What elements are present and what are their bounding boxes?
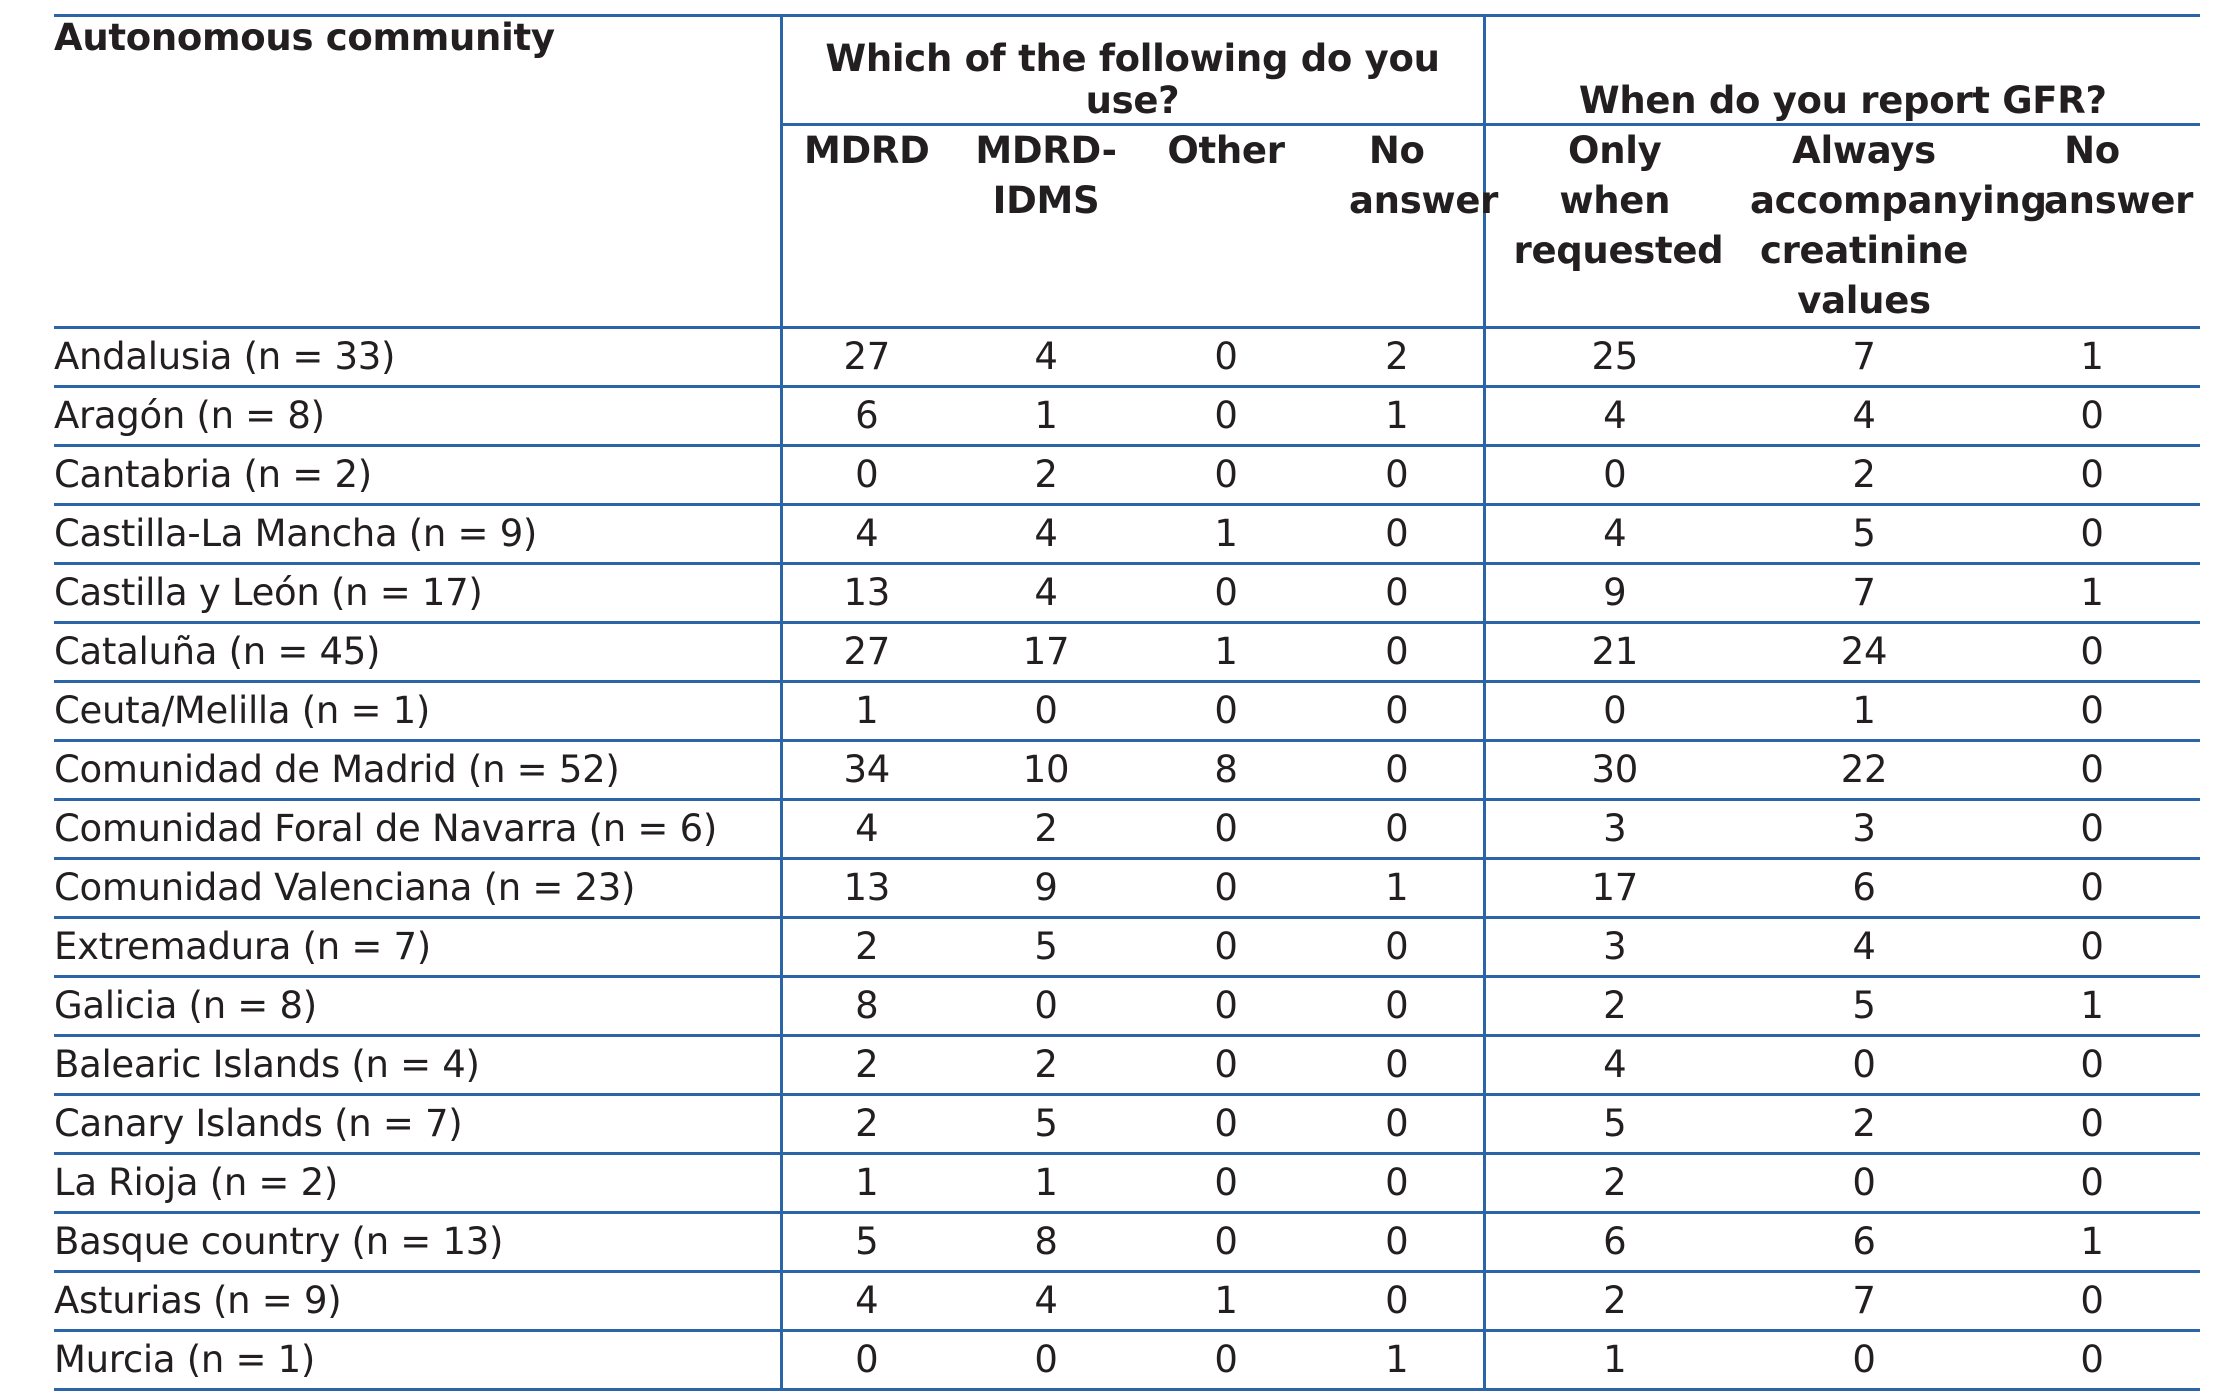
community-cell: Comunidad de Madrid (n = 52) [54, 741, 781, 800]
value-cell: 25 [1484, 328, 1744, 387]
value-cell: 4 [781, 800, 951, 859]
value-cell: 2 [1484, 1272, 1744, 1331]
value-cell: 4 [1744, 918, 1984, 977]
value-cell: 2 [1744, 446, 1984, 505]
table-row [54, 741, 2200, 800]
value-cell: 1 [1141, 505, 1311, 564]
community-cell: Extremadura (n = 7) [54, 918, 781, 977]
value-cell: 2 [951, 446, 1141, 505]
value-cell: 4 [1484, 1036, 1744, 1095]
value-cell: 0 [1984, 1095, 2200, 1154]
value-cell: 6 [1744, 1213, 1984, 1272]
value-cell: 1 [1744, 682, 1984, 741]
value-cell: 4 [951, 328, 1141, 387]
value-cell: 24 [1744, 623, 1984, 682]
value-cell: 0 [1984, 1154, 2200, 1213]
value-cell: 0 [1141, 918, 1311, 977]
value-cell: 0 [1141, 446, 1311, 505]
value-cell: 2 [1484, 1154, 1744, 1213]
value-cell: 0 [1311, 1154, 1484, 1213]
value-cell: 8 [1141, 741, 1311, 800]
value-cell: 0 [951, 1331, 1141, 1390]
value-cell: 22 [1744, 741, 1984, 800]
value-cell: 5 [1484, 1095, 1744, 1154]
value-cell: 1 [1311, 859, 1484, 918]
community-cell: Murcia (n = 1) [54, 1331, 781, 1390]
community-cell: Comunidad Foral de Navarra (n = 6) [54, 800, 781, 859]
other-column-header: Other [1141, 125, 1311, 328]
value-cell: 0 [1311, 564, 1484, 623]
value-cell: 3 [1484, 918, 1744, 977]
value-cell: 0 [1984, 1272, 2200, 1331]
value-cell: 0 [1311, 1036, 1484, 1095]
value-cell: 0 [1311, 505, 1484, 564]
value-cell: 0 [951, 682, 1141, 741]
value-cell: 5 [951, 918, 1141, 977]
value-cell: 0 [1141, 1331, 1311, 1390]
value-cell: 1 [781, 682, 951, 741]
value-cell: 0 [1744, 1154, 1984, 1213]
value-cell: 0 [1984, 800, 2200, 859]
community-cell: Cantabria (n = 2) [54, 446, 781, 505]
value-cell: 0 [1984, 682, 2200, 741]
formula-no-answer-column-header: No answer [1311, 125, 1484, 328]
table-row [54, 1272, 2200, 1331]
community-cell: Andalusia (n = 33) [54, 328, 781, 387]
value-cell: 4 [781, 1272, 951, 1331]
value-cell: 1 [1311, 387, 1484, 446]
value-cell: 17 [951, 623, 1141, 682]
community-cell: Galicia (n = 8) [54, 977, 781, 1036]
value-cell: 5 [781, 1213, 951, 1272]
value-cell: 0 [1984, 623, 2200, 682]
value-cell: 0 [1984, 387, 2200, 446]
table-row [54, 1154, 2200, 1213]
value-cell: 7 [1744, 564, 1984, 623]
value-cell: 1 [1484, 1331, 1744, 1390]
value-cell: 1 [951, 1154, 1141, 1213]
value-cell: 0 [951, 977, 1141, 1036]
reporting-no-answer-column-header: No answer [1984, 125, 2200, 328]
value-cell: 0 [781, 1331, 951, 1390]
table-row [54, 1213, 2200, 1272]
value-cell: 5 [1744, 977, 1984, 1036]
value-cell: 2 [1311, 328, 1484, 387]
value-cell: 0 [1141, 564, 1311, 623]
value-cell: 0 [1311, 918, 1484, 977]
mdrd-column-header: MDRD [781, 125, 951, 328]
value-cell: 0 [1141, 1036, 1311, 1095]
value-cell: 0 [1311, 977, 1484, 1036]
value-cell: 0 [1311, 623, 1484, 682]
table-row [54, 682, 2200, 741]
value-cell: 5 [1744, 505, 1984, 564]
value-cell: 5 [951, 1095, 1141, 1154]
table-row [54, 564, 2200, 623]
value-cell: 0 [1311, 800, 1484, 859]
value-cell: 1 [1984, 1213, 2200, 1272]
community-cell: Basque country (n = 13) [54, 1213, 781, 1272]
community-cell: Cataluña (n = 45) [54, 623, 781, 682]
value-cell: 1 [1984, 564, 2200, 623]
community-cell: Castilla y León (n = 17) [54, 564, 781, 623]
value-cell: 34 [781, 741, 951, 800]
table-row [54, 859, 2200, 918]
value-cell: 8 [781, 977, 951, 1036]
value-cell: 17 [1484, 859, 1744, 918]
value-cell: 0 [1141, 1095, 1311, 1154]
value-cell: 2 [781, 1036, 951, 1095]
value-cell: 4 [951, 505, 1141, 564]
value-cell: 1 [1984, 977, 2200, 1036]
value-cell: 0 [1311, 1272, 1484, 1331]
value-cell: 0 [1984, 505, 2200, 564]
mdrd-idms-column-header: MDRD-IDMS [951, 125, 1141, 328]
table-body [54, 328, 2200, 1390]
table-row [54, 1331, 2200, 1390]
value-cell: 3 [1744, 800, 1984, 859]
value-cell: 2 [1744, 1095, 1984, 1154]
value-cell: 1 [1141, 623, 1311, 682]
value-cell: 0 [1744, 1036, 1984, 1095]
value-cell: 0 [1141, 800, 1311, 859]
value-cell: 4 [951, 1272, 1141, 1331]
value-cell: 0 [1141, 387, 1311, 446]
value-cell: 0 [1311, 446, 1484, 505]
value-cell: 9 [1484, 564, 1744, 623]
value-cell: 0 [1744, 1331, 1984, 1390]
value-cell: 0 [1141, 1213, 1311, 1272]
value-cell: 0 [1984, 859, 2200, 918]
table-row [54, 446, 2200, 505]
value-cell: 0 [1141, 682, 1311, 741]
value-cell: 2 [951, 1036, 1141, 1095]
value-cell: 30 [1484, 741, 1744, 800]
value-cell: 0 [1141, 859, 1311, 918]
value-cell: 1 [1311, 1331, 1484, 1390]
value-cell: 6 [1744, 859, 1984, 918]
value-cell: 2 [1484, 977, 1744, 1036]
value-cell: 2 [951, 800, 1141, 859]
gfr-survey-table [54, 14, 2200, 1391]
only-when-requested-column-header: Only when requested [1484, 125, 1744, 328]
value-cell: 13 [781, 564, 951, 623]
value-cell: 0 [1141, 328, 1311, 387]
value-cell: 1 [1984, 328, 2200, 387]
value-cell: 10 [951, 741, 1141, 800]
value-cell: 7 [1744, 328, 1984, 387]
value-cell: 1 [781, 1154, 951, 1213]
community-cell: Asturias (n = 9) [54, 1272, 781, 1331]
community-cell: Canary Islands (n = 7) [54, 1095, 781, 1154]
value-cell: 0 [1141, 1154, 1311, 1213]
table-row [54, 623, 2200, 682]
value-cell: 4 [1484, 505, 1744, 564]
value-cell: 0 [781, 446, 951, 505]
table-row [54, 1095, 2200, 1154]
value-cell: 27 [781, 623, 951, 682]
value-cell: 4 [951, 564, 1141, 623]
value-cell: 3 [1484, 800, 1744, 859]
value-cell: 1 [951, 387, 1141, 446]
value-cell: 2 [781, 1095, 951, 1154]
community-cell: Balearic Islands (n = 4) [54, 1036, 781, 1095]
value-cell: 0 [1141, 977, 1311, 1036]
community-column-header: Autonomous community [54, 17, 781, 328]
value-cell: 0 [1984, 1036, 2200, 1095]
value-cell: 1 [1141, 1272, 1311, 1331]
table-row [54, 328, 2200, 387]
value-cell: 0 [1984, 741, 2200, 800]
table-row [54, 1036, 2200, 1095]
table-row [54, 505, 2200, 564]
table-row [54, 918, 2200, 977]
community-cell: Comunidad Valenciana (n = 23) [54, 859, 781, 918]
value-cell: 27 [781, 328, 951, 387]
community-cell: Ceuta/Melilla (n = 1) [54, 682, 781, 741]
value-cell: 0 [1311, 682, 1484, 741]
value-cell: 0 [1484, 446, 1744, 505]
value-cell: 0 [1311, 1095, 1484, 1154]
value-cell: 6 [1484, 1213, 1744, 1272]
value-cell: 2 [781, 918, 951, 977]
header-group-row [54, 17, 2200, 125]
table-row [54, 800, 2200, 859]
value-cell: 8 [951, 1213, 1141, 1272]
value-cell: 0 [1984, 918, 2200, 977]
value-cell: 21 [1484, 623, 1744, 682]
value-cell: 9 [951, 859, 1141, 918]
value-cell: 7 [1744, 1272, 1984, 1331]
reporting-group-header: When do you report GFR? [1484, 17, 2200, 125]
value-cell: 4 [1744, 387, 1984, 446]
value-cell: 4 [1484, 387, 1744, 446]
value-cell: 0 [1484, 682, 1744, 741]
value-cell: 4 [781, 505, 951, 564]
value-cell: 0 [1311, 1213, 1484, 1272]
formula-group-header: Which of the following do you use? [781, 17, 1484, 125]
table-row [54, 977, 2200, 1036]
community-cell: La Rioja (n = 2) [54, 1154, 781, 1213]
table-row [54, 387, 2200, 446]
value-cell: 6 [781, 387, 951, 446]
value-cell: 13 [781, 859, 951, 918]
table-header [54, 16, 2200, 328]
value-cell: 0 [1984, 1331, 2200, 1390]
value-cell: 0 [1984, 446, 2200, 505]
value-cell: 0 [1311, 741, 1484, 800]
community-cell: Castilla-La Mancha (n = 9) [54, 505, 781, 564]
always-accompanying-column-header: Always accompanying creatinine values [1744, 125, 1984, 328]
community-cell: Aragón (n = 8) [54, 387, 781, 446]
